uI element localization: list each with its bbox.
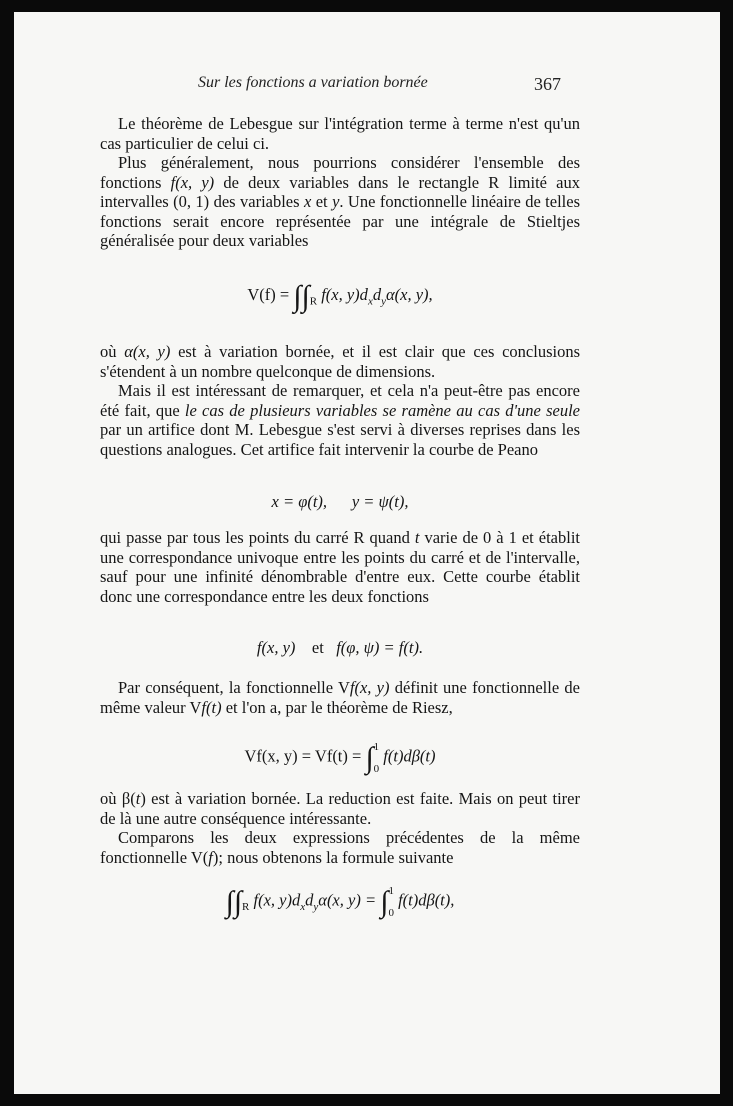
paragraph: où β(t) est à variation bornée. La reduction est faite. Mais on peut tirer de là une autre conséquence intéressante. — [100, 789, 580, 828]
text-block-4 — [100, 678, 580, 717]
paragraph: Le théorème de Lebesgue sur l'intégration terme à terme n'est qu'un cas particulier de celui ci. — [100, 114, 580, 153]
formula-stieltjes-2d: $V(f) = \int\int_R$ f(x, $y)d_xd_y\alpha(x$, y), — [247, 280, 433, 313]
paragraph: Comparons les deux expressions précédentes de la même fonctionnelle V(f); nous obtenons la formule suivante — [100, 828, 580, 867]
formula-riesz: Vf(x, y) = Vf(t) = ∫$^1$ $_0$ f(t)dβ(t) — [244, 741, 436, 775]
text-block-1 — [100, 114, 580, 251]
page-number: 367 — [534, 74, 561, 94]
formula-functions: f(x, y) et f(φ, ψ) = f(t). — [256, 638, 424, 657]
page — [14, 12, 720, 1094]
formula-peano-curve: x = φ(t), y = ψ(t), — [271, 492, 409, 511]
text-block-2 — [100, 342, 580, 459]
paragraph: où α(x, y) est à variation bornée, et il est clair que ces conclusions s'étendent à un nombre quelconque de dimensions. — [100, 342, 581, 381]
formula-final: $\int\int_R$ f(x, $y)d_xd_y\alpha(x$, y) = ∫$^1$ $_0$ f(t)dβ(t), — [225, 885, 455, 919]
paragraph: Mais il est intéressant de remarquer, et cela n'a peut-être pas encore été fait, que le cas de plusieurs variables se ramène au cas d'une seule par un artifice dont M. Lebesgue s'est servi à diverses reprises dans les questions analogues. Cet artifice fait intervenir la courbe de Peano — [100, 381, 580, 459]
paragraph: Par conséquent, la fonctionnelle Vf(x, y) définit une fonctionnelle de même valeur Vf(t) et l'on a, par le théorème de Riesz, — [100, 678, 580, 717]
text-block-3 — [100, 528, 580, 606]
paragraph: Plus généralement, nous pourrions considérer l'ensemble des fonctions f(x, y) de deux variables dans le rectangle R limité aux intervalles (0, 1) des variables x et y. Une fonctionnelle linéaire de telles fonctions serait encore représentée par une intégrale de Stieltjes généralisée pour deux variables — [100, 153, 581, 250]
text-block-5 — [100, 789, 580, 867]
running-title: Sur les fonctions a variation bornée — [198, 74, 428, 91]
paragraph: qui passe par tous les points du carré R quand t varie de 0 à 1 et établit une correspondance univoque entre les points du carré et de l'intervalle, sauf pour une infinité dénombrable d'entre eux. Cette courbe établit donc une correspondance entre les deux fonctions — [100, 528, 580, 606]
